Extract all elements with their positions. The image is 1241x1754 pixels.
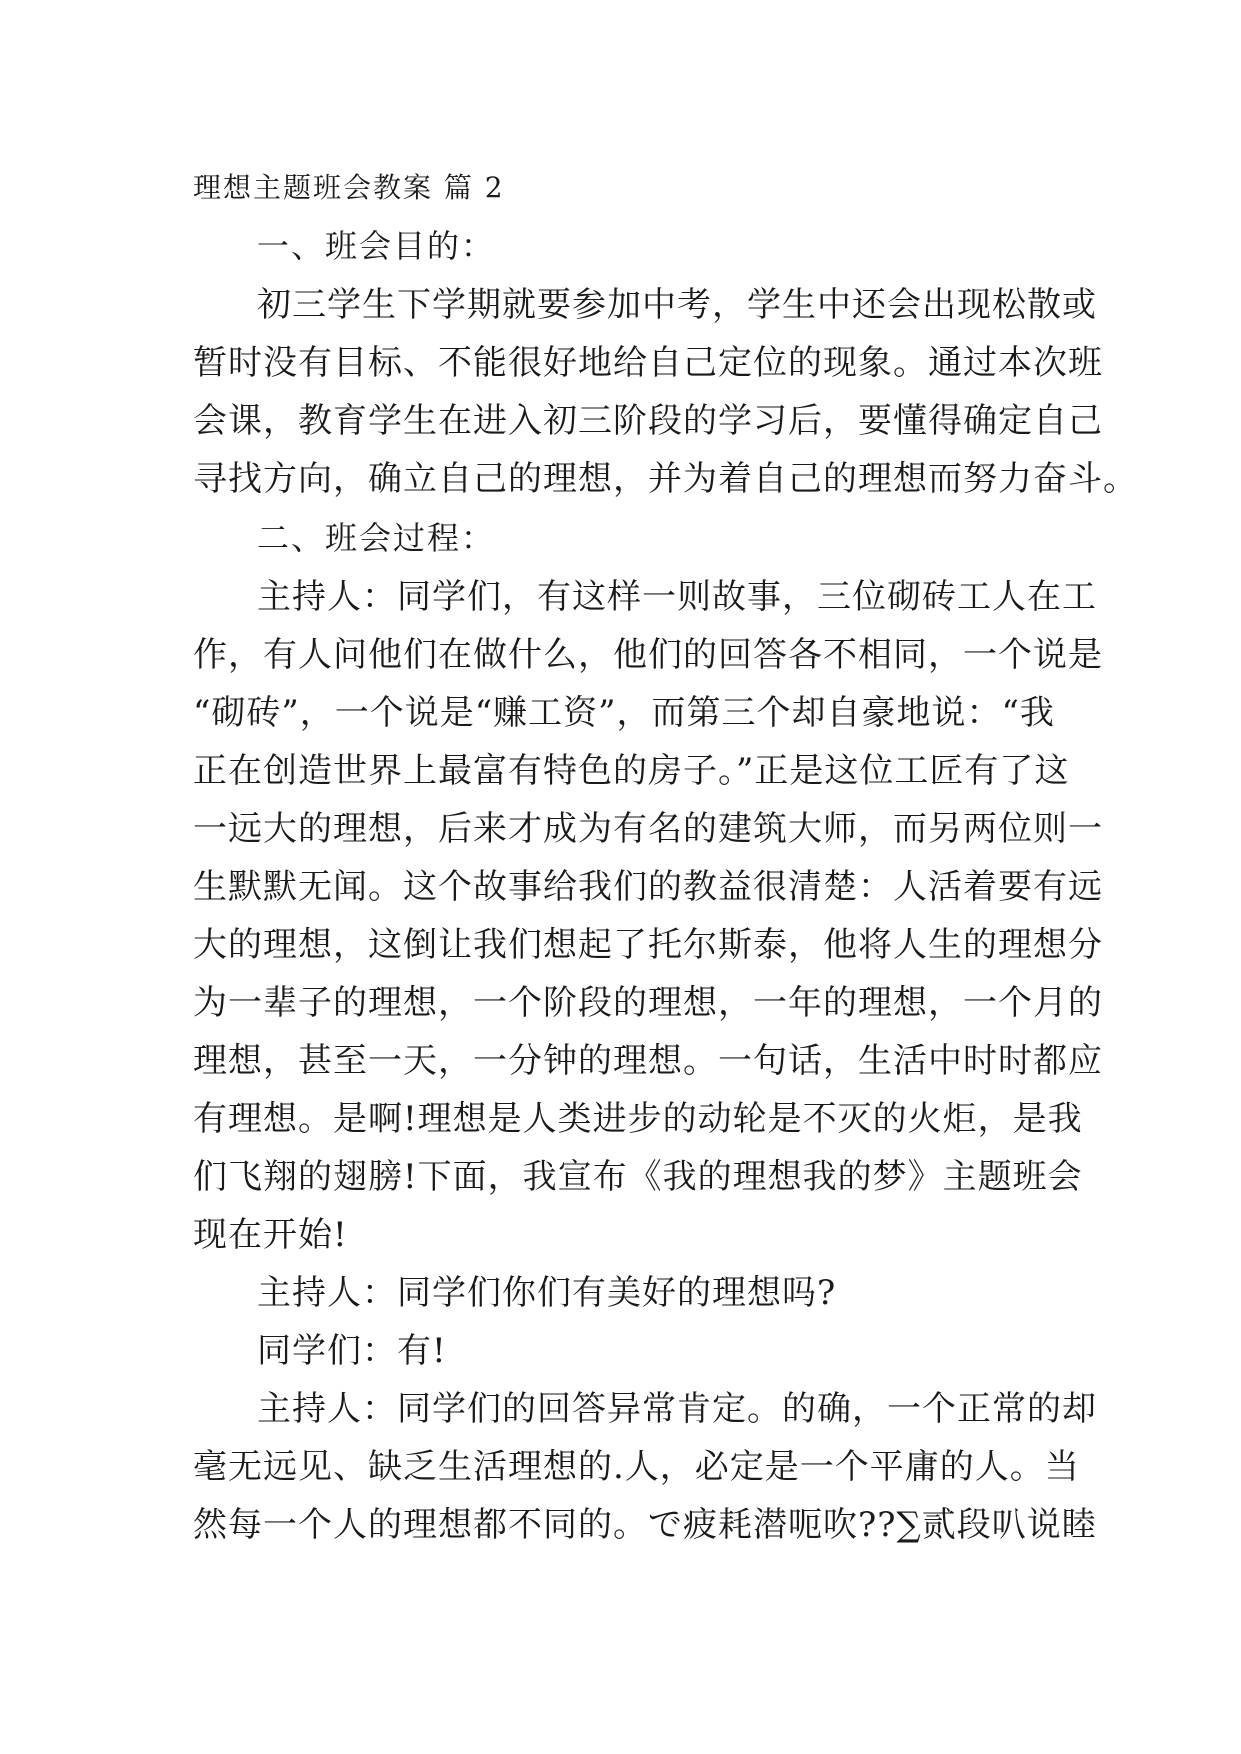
text-line: 同学们：有! [257,1331,447,1371]
text-line: 为一辈子的理想，一个阶段的理想，一年的理想，一个月的 [193,983,1103,1023]
text-line: 有理想。是啊!理想是人类进步的动轮是不灭的火炬，是我 [193,1099,1083,1139]
text-line: 们飞翔的翅膀!下面，我宣布《我的理想我的梦》主题班会 [193,1157,1083,1197]
document-page [193,160,1138,1554]
text-line: 主持人：同学们，有这样一则故事，三位砌砖工人在工 [257,577,1097,617]
text-line: 毫无远见、缺乏生活理想的.人，必定是一个平庸的人。当 [193,1447,1080,1487]
text-line: 初三学生下学期就要参加中考，学生中还会出现松散或 [257,285,1097,325]
text-line: 然每一个人的理想都不同的。で疲耗潜呃吹??∑贰段叭说睦 [193,1505,1097,1545]
text-line: 现在开始! [193,1215,348,1255]
closing-paragraph [193,1380,1097,1554]
document-title: 理想主题班会教案 篇 2 [193,171,505,204]
text-line: “砌砖”，一个说是“赚工资”，而第三个却自豪地说：“我 [193,693,1055,733]
text-line: 作，有人问他们在做什么，他们的回答各不相同，一个说是 [193,635,1103,675]
text-line: 生默默无闻。这个故事给我们的教益很清楚：人活着要有远 [193,867,1103,907]
section-heading-process: 二、班会过程： [257,519,496,557]
text-line: 主持人：同学们你们有美好的理想吗? [257,1273,837,1313]
text-line: 正在创造世界上最富有特色的房子。”正是这位工匠有了这 [193,751,1070,791]
text-line: 主持人：同学们的回答异常肯定。的确，一个正常的却 [257,1389,1097,1429]
purpose-paragraph [193,276,1138,508]
text-line: 大的理想，这倒让我们想起了托尔斯泰，他将人生的理想分 [193,925,1103,965]
host-question [193,1264,1055,1322]
text-line: 一远大的理想，后来才成为有名的建筑大师，而另两位则一 [193,809,1103,849]
text-line: 暂时没有目标、不能很好地给自己定位的现象。通过本次班 [193,343,1103,383]
students-answer [193,1322,1055,1380]
text-line: 会课，教育学生在进入初三阶段的学习后，要懂得确定自己 [193,401,1103,441]
text-line: 寻找方向，确立自己的理想，并为着自己的理想而努力奋斗。 [193,459,1138,499]
section-heading-purpose: 一、班会目的： [257,227,496,265]
story-paragraph [193,568,1103,1264]
text-line: 理想，甚至一天，一分钟的理想。一句话，生活中时时都应 [193,1041,1103,1081]
